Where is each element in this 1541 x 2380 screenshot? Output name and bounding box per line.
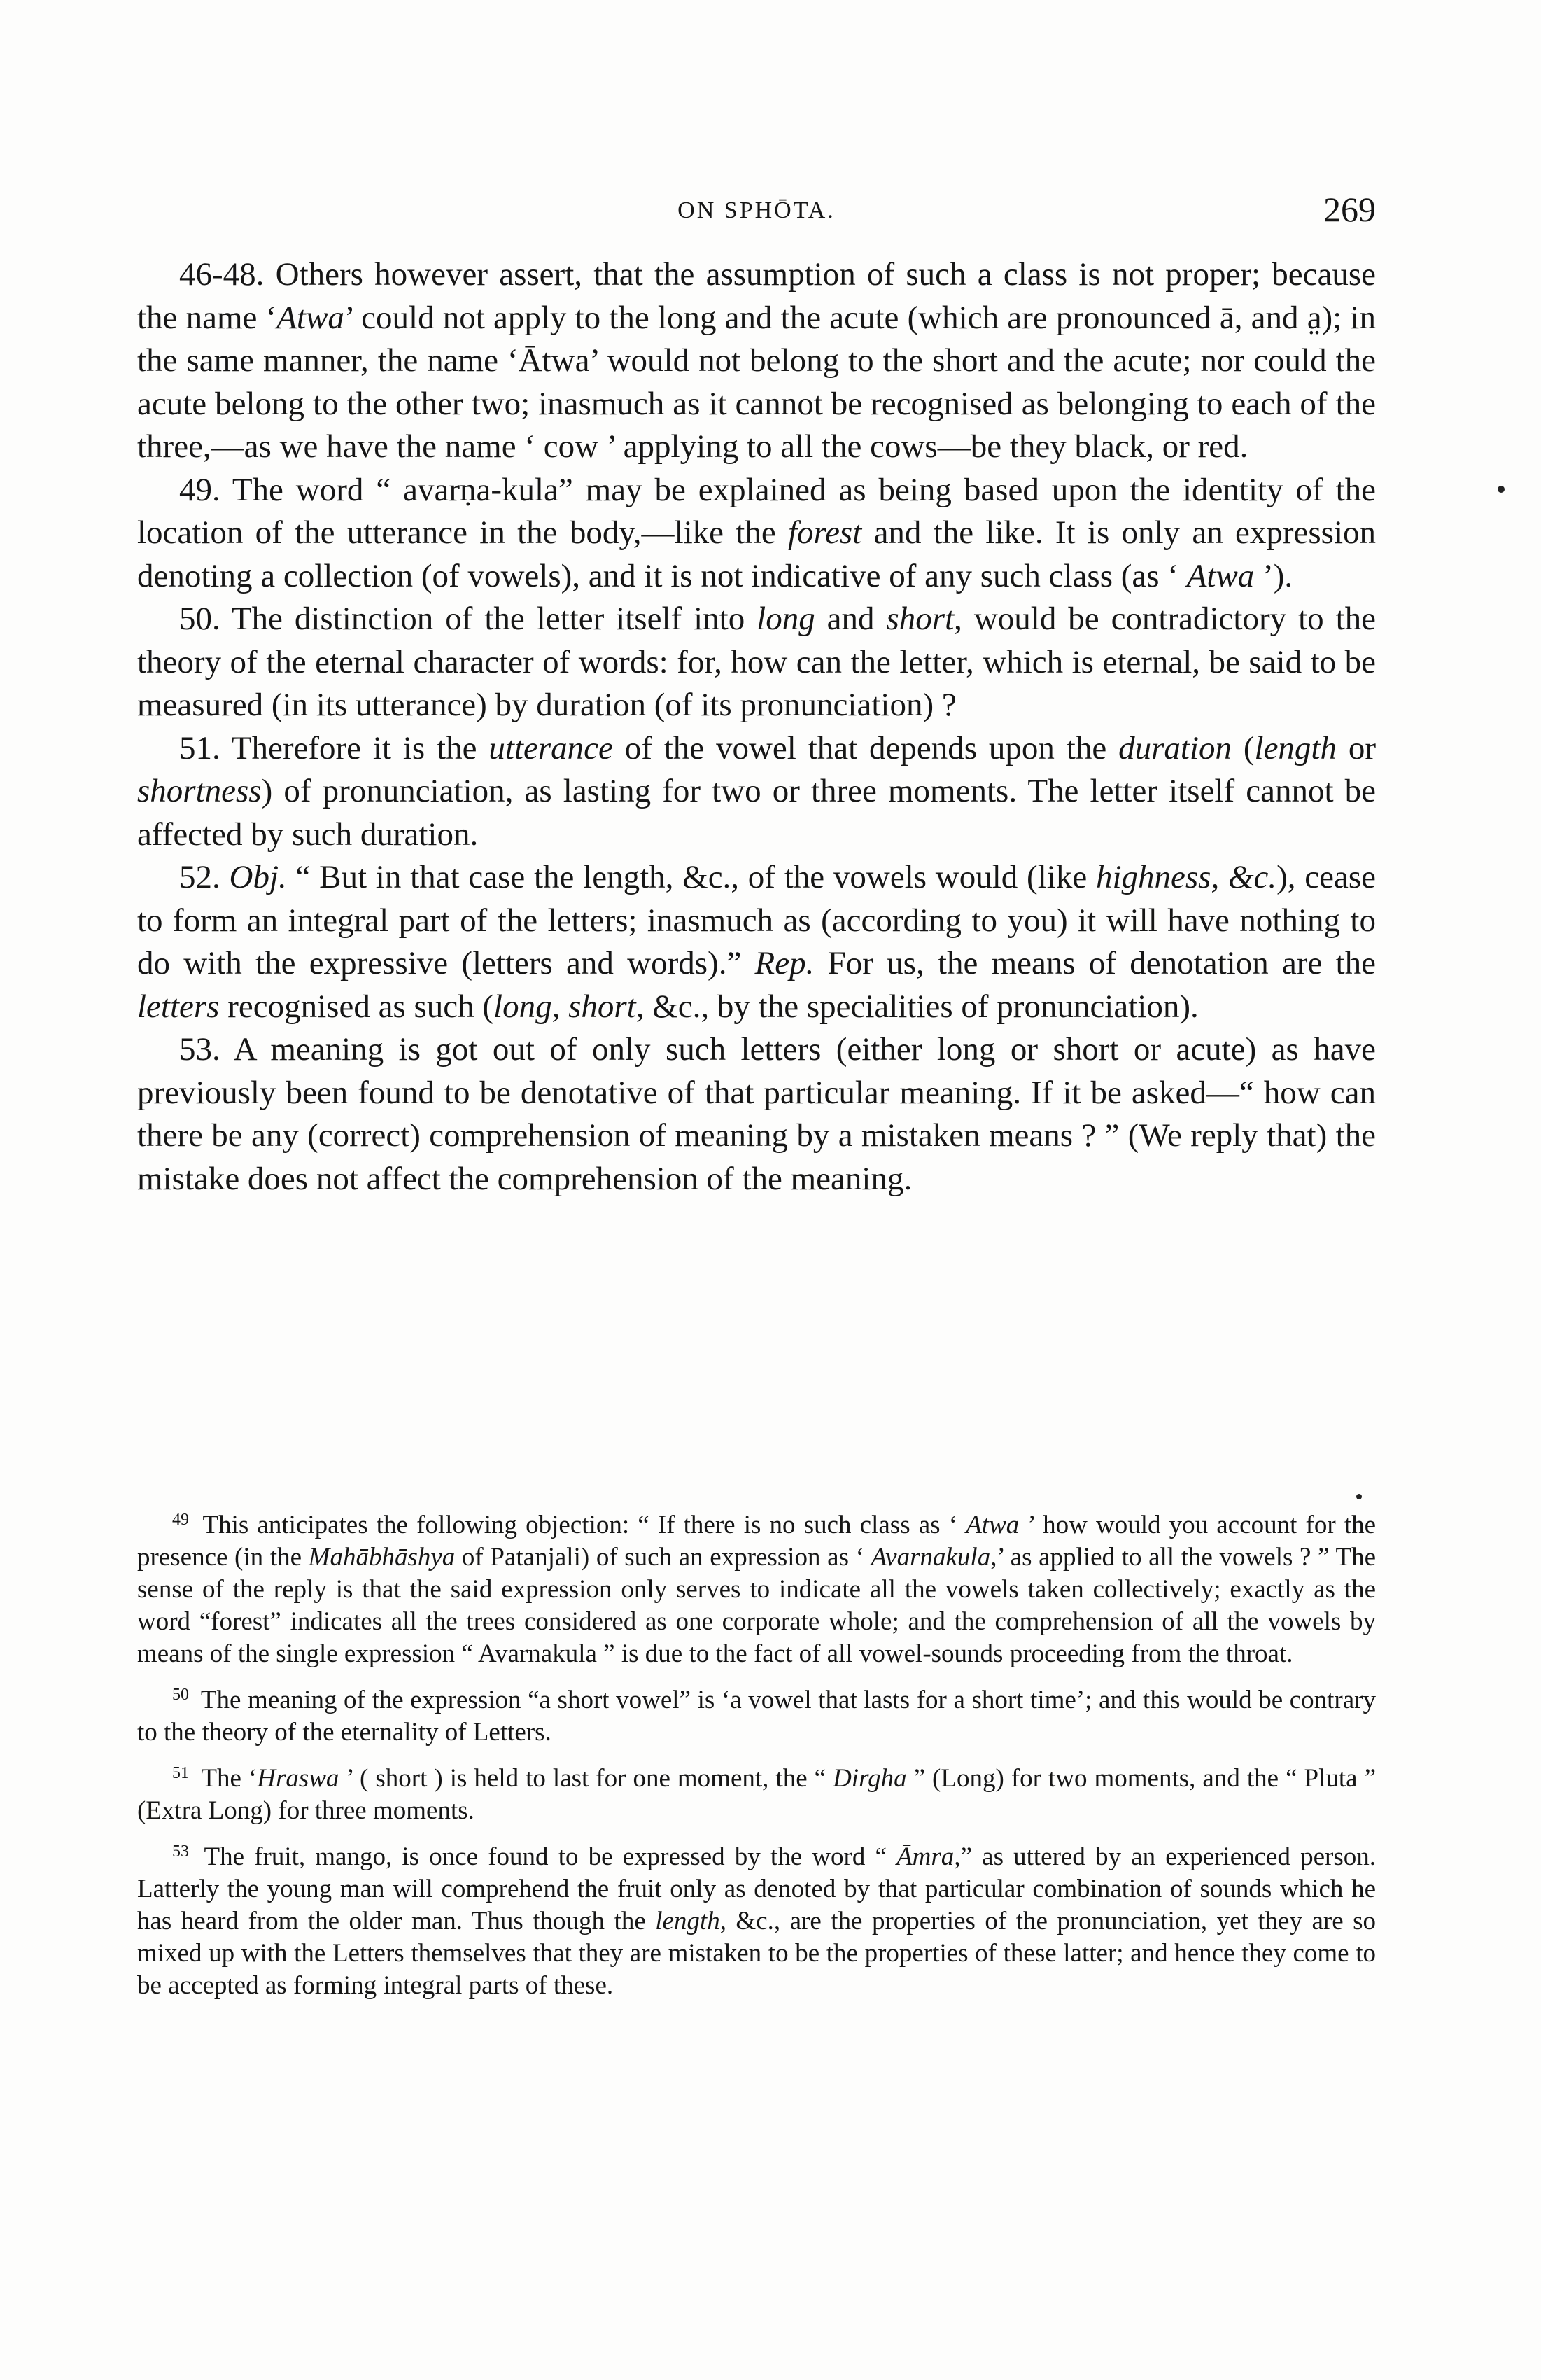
text-segment: Atwa — [966, 1511, 1020, 1539]
text-segment: forest — [787, 514, 862, 551]
running-title: ON SPHŌTA. — [677, 197, 836, 223]
text-segment: The distinction of the letter itself into — [220, 601, 757, 637]
text-segment: Āmra — [896, 1842, 955, 1871]
footnote-mark: 53 — [172, 1842, 189, 1861]
text-segment: The word “ avarṇa-kula” may be explained as being based upon the identity of the location of the utterance in the body,—like the — [137, 471, 1376, 551]
paragraph — [137, 856, 1376, 1028]
text-segment: shortness — [137, 773, 262, 809]
footnote-mark: 49 — [172, 1511, 189, 1529]
text-segment: ’). — [1254, 557, 1293, 594]
text-segment: ’ how would you account for the presence (in the — [137, 1511, 1377, 1572]
main-text — [137, 253, 1376, 1200]
text-segment: ’ could not apply to the long and the acute (which are pronounced ā, and a̤); in the same manner, the name ‘Ātwa’ would not belong to the short and the acute; nor could the acute belong to the other two; inasmuch as it cannot be recognised as belonging to each of the three,—as we have the name ‘ cow ’ applying to all the cows—be they black, or red. — [137, 299, 1376, 465]
text-segment: utterance — [488, 729, 613, 766]
text-segment: Obj. — [229, 859, 287, 895]
text-segment: ’ ( short ) is held to last for one moment, the “ — [339, 1764, 833, 1793]
footnote-dot — [1356, 1494, 1362, 1499]
paragraph — [137, 598, 1376, 727]
text-segment: ,’ as applied to all the vowels ? ” The sense of the reply is that the said expression only serves to indicate all the vowels taken collectively; exactly as the word “forest” indicates all the trees considered as one corporate whole; and the comprehension of all the vowels by means of the single expression “ Avarnakula ” is due to the fact of all vowel-sounds proceeding from the throat. — [137, 1543, 1376, 1668]
footnote — [137, 1835, 1376, 2002]
text-segment: long — [757, 601, 815, 637]
text-segment: Avarnakula — [871, 1543, 991, 1572]
paragraph — [137, 253, 1376, 469]
text-segment: Others however assert, that the assumption of such a class is not proper; because the name ‘ — [137, 256, 1376, 336]
text-segment: , &c., are the properties of the pronunciation, yet they are so mixed up with the Letters themselves that they are mistaken to be the properties of these latter; and hence they come to be accepted as forming integral parts of these. — [137, 1907, 1376, 2000]
text-segment: ” (Long) for two moments, and the “ Pluta ” (Extra Long) for three moments. — [137, 1764, 1376, 1825]
text-segment: long, short — [493, 988, 636, 1025]
text-segment: Hraswa — [257, 1764, 339, 1793]
paragraph-number: 52. — [179, 859, 220, 895]
paragraph-number: 50. — [179, 601, 220, 637]
text-segment: The fruit, mango, is once found to be expressed by the word “ — [195, 1842, 897, 1871]
text-segment: ) of pronunciation, as lasting for two or three moments. The letter itself cannot be affected by such duration. — [137, 773, 1376, 853]
paragraph-number: 51. — [179, 729, 220, 766]
footnote-mark: 51 — [172, 1764, 189, 1782]
text-segment: and the like. It is only an expression denoting a collection (of vowels), and it is not indicative of any such class (as ‘ — [137, 514, 1377, 594]
text-segment: This anticipates the following objection: “ If there is no such class as ‘ — [195, 1511, 966, 1539]
text-segment: length — [1254, 729, 1337, 766]
text-segment: “ But in that case the length, &c., of the vowels would (like — [286, 859, 1096, 895]
paragraph — [137, 1028, 1376, 1200]
text-segment: of the vowel that depends upon the — [612, 729, 1119, 766]
text-segment: The meaning of the expression “a short vowel” is ‘a vowel that lasts for a short time’; and this would be contrary to the theory of the eternality of Letters. — [137, 1686, 1376, 1746]
text-segment: For us, the means of denotation are the — [814, 945, 1376, 981]
text-segment: highness, &c. — [1095, 859, 1277, 895]
text-segment: A meaning is got out of only such letters (either long or short or acute) as have previously been found to be denotative of that particular meaning. If it be asked—“ how can there be any (correct) comprehension of meaning by a mistaken means ? ” (We reply that) the mistake does not affect the comprehension of the meaning. — [137, 1031, 1376, 1197]
paragraph-number: 53. — [179, 1031, 220, 1068]
text-segment: of Patanjali) of such an expression as ‘ — [455, 1543, 871, 1572]
text-segment: and — [815, 601, 887, 637]
text-segment: Therefore it is the — [220, 729, 489, 766]
text-segment: letters — [137, 988, 220, 1025]
text-segment: duration — [1118, 729, 1232, 766]
footnote-mark: 50 — [172, 1686, 189, 1704]
text-segment: Dirgha — [833, 1764, 907, 1793]
paragraph-number: 46-48. — [179, 256, 265, 293]
footnote — [137, 1504, 1376, 1670]
text-segment: Rep. — [754, 945, 815, 981]
text-segment: ( — [1232, 729, 1255, 766]
footnotes — [137, 1504, 1376, 2010]
text-segment — [220, 859, 230, 895]
text-segment: length — [655, 1907, 720, 1935]
text-segment: ,” as uttered by an experienced person. Latterly the young man will comprehend the fruit only as denoted by that particular combination of sounds which he has heard from the older man. Thus though the — [137, 1842, 1377, 1935]
margin-dot — [1498, 486, 1505, 493]
text-segment: Atwa — [276, 299, 344, 336]
paragraph — [137, 727, 1376, 857]
footnote — [137, 1757, 1376, 1827]
text-segment: , &c., by the specialities of pronunciation). — [635, 988, 1199, 1025]
text-segment: recognised as such ( — [219, 988, 494, 1025]
text-segment: , would be contradictory to the theory of the eternal character of words: for, how can the letter, which is eternal, be said to be measured (in its utterance) by duration (of its pronunciation) ? — [137, 601, 1376, 723]
text-segment: or — [1337, 729, 1377, 766]
page-number: 269 — [1323, 190, 1376, 229]
paragraph-number: 49. — [179, 471, 220, 508]
text-segment: short — [886, 601, 955, 637]
text-segment: The ‘ — [195, 1764, 258, 1793]
text-segment: ), cease to form an integral part of the letters; inasmuch as (according to you) it will have nothing to do with the expressive (letters and words).” — [137, 859, 1377, 981]
running-head — [137, 189, 1376, 238]
paragraph — [137, 469, 1376, 598]
footnote — [137, 1679, 1376, 1749]
text-segment: Mahābhāshya — [308, 1543, 456, 1572]
text-segment: Atwa — [1186, 557, 1255, 594]
